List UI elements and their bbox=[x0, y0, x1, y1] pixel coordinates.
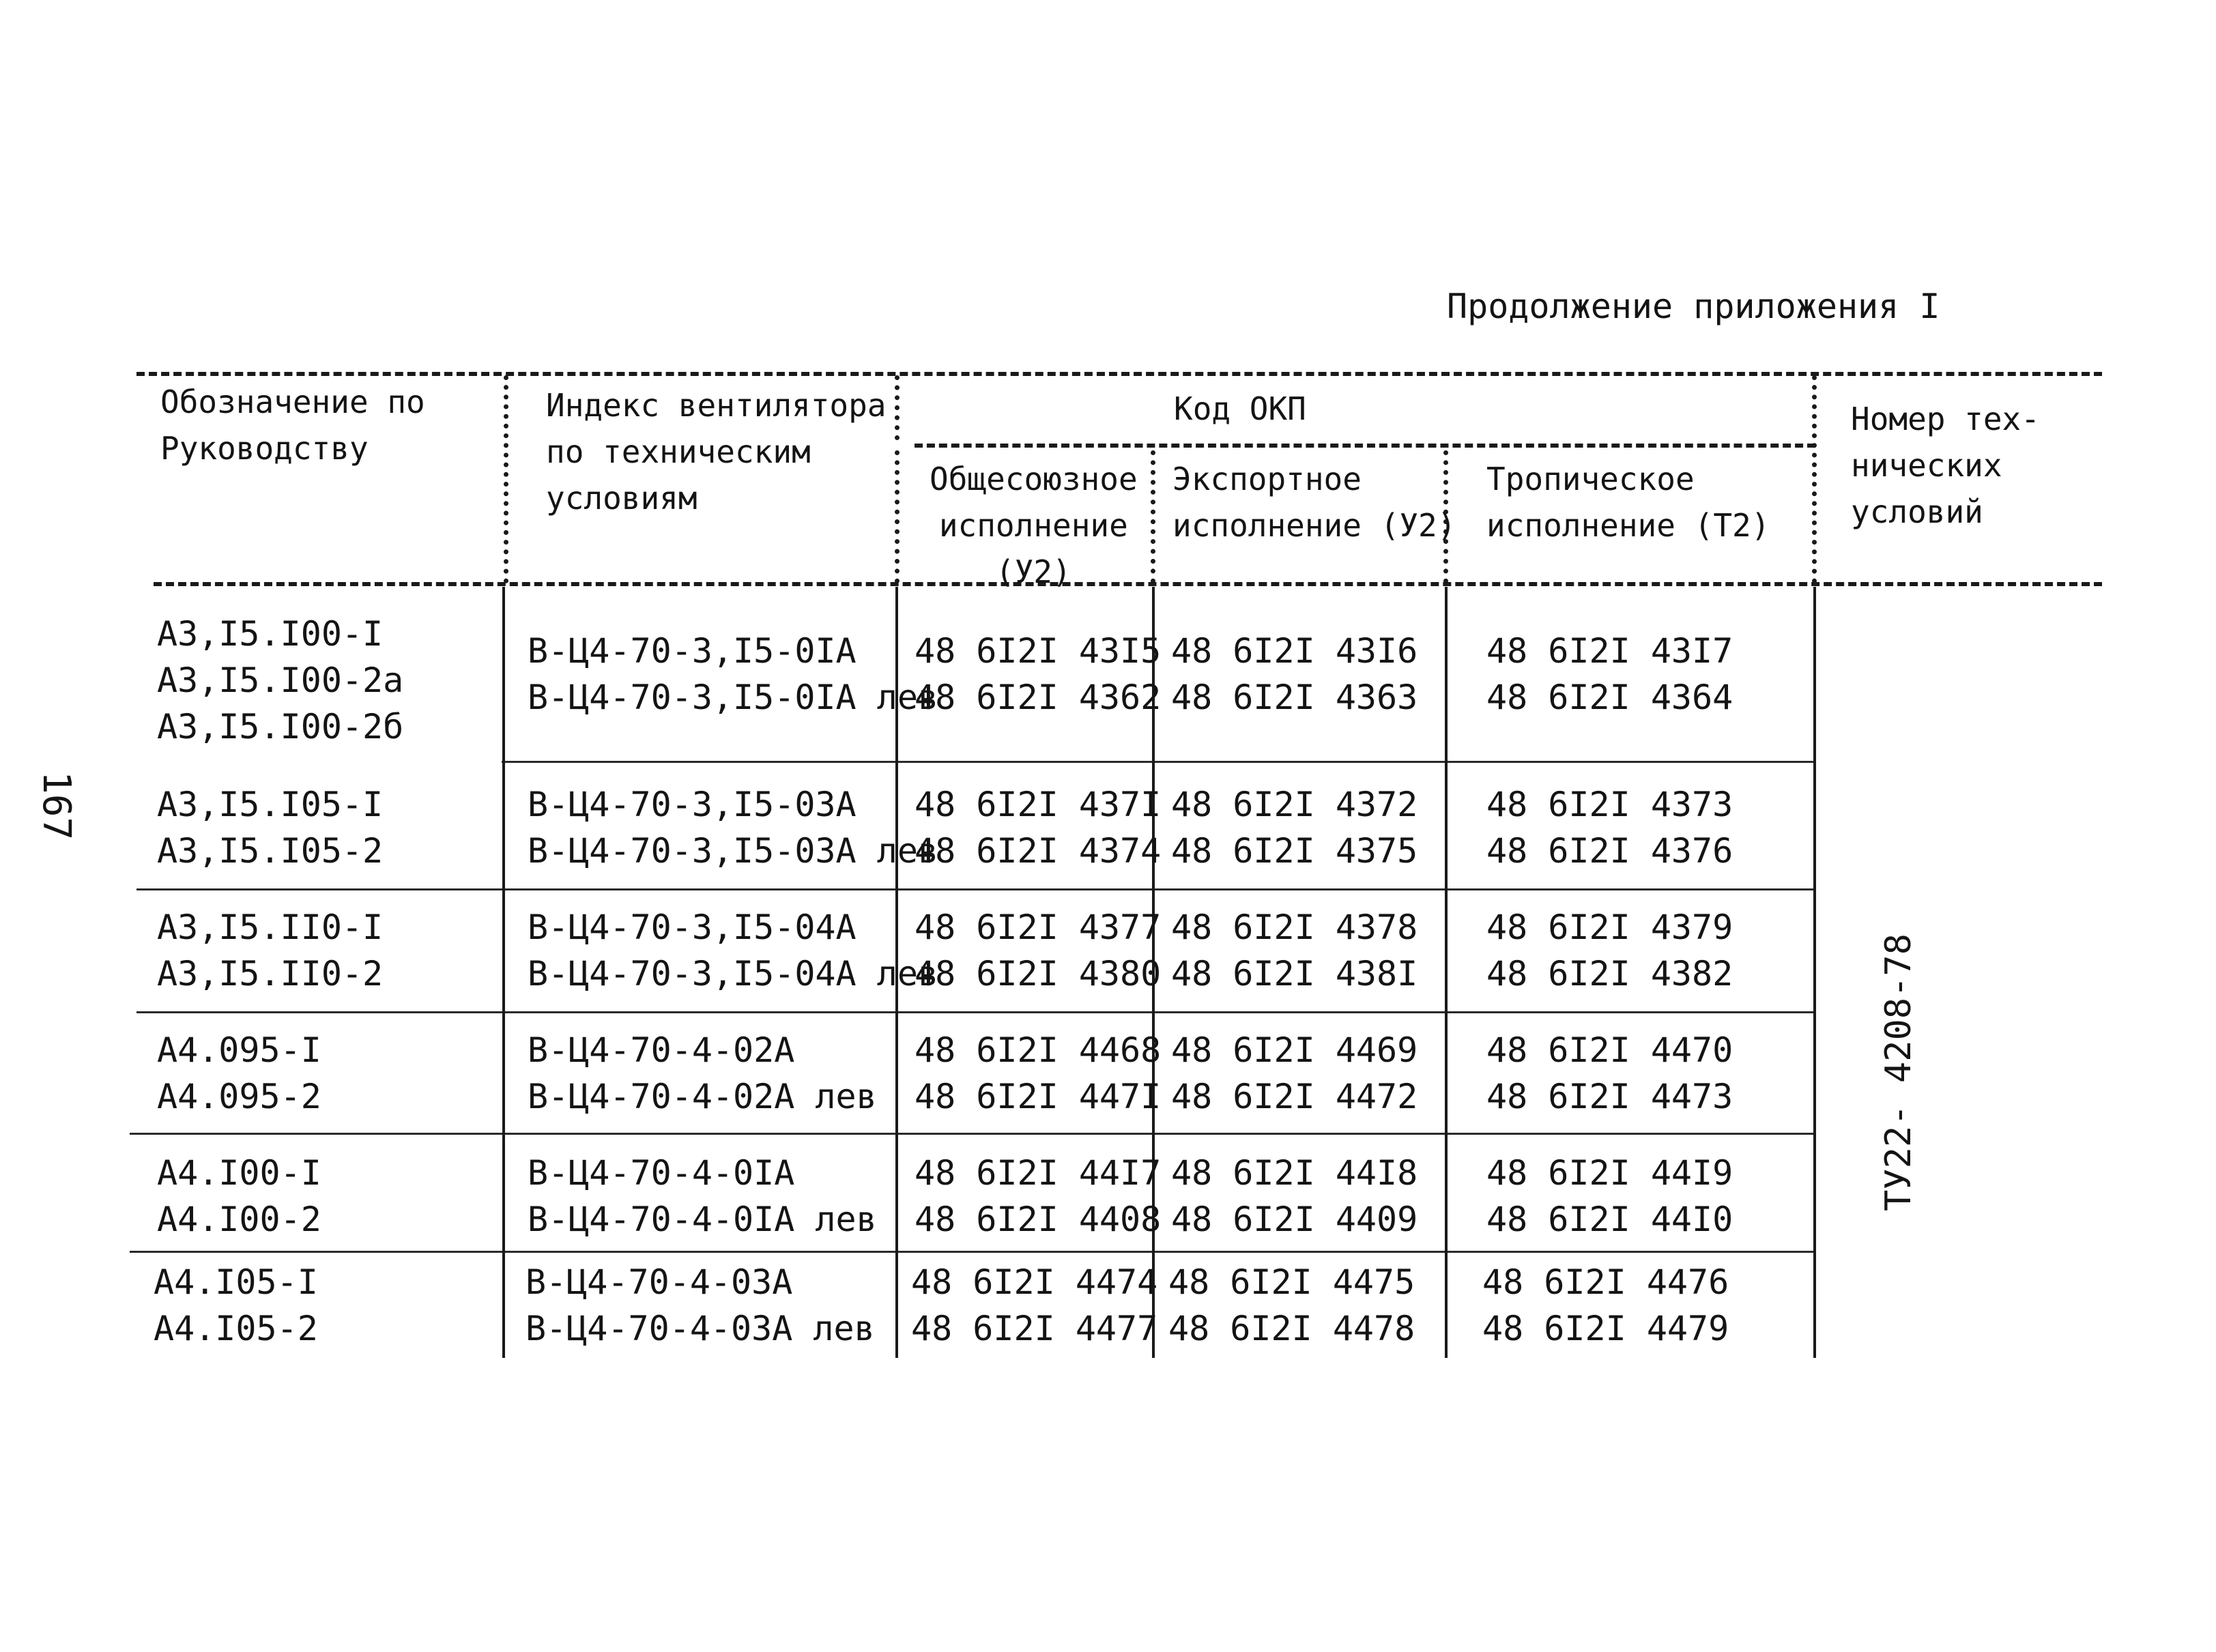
okp-export-cell: 48 6I2I 4378 48 6I2I 438I bbox=[1171, 908, 1418, 994]
designation-cell: А3,I5.I00-I А3,I5.I00-2а А3,I5.I00-2б bbox=[157, 614, 404, 747]
designation-cell: А3,I5.II0-I А3,I5.II0-2 bbox=[157, 908, 384, 994]
tech-conditions-value: ТУ22- 4208-78 bbox=[1878, 933, 1919, 1211]
header-designation: Обозначение по Руководству bbox=[160, 383, 425, 467]
header-tech-number: Номер тех- нических условий bbox=[1851, 401, 2040, 530]
okp-export-cell: 48 6I2I 43I6 48 6I2I 4363 bbox=[1171, 631, 1418, 717]
fan-index-cell: В-Ц4-70-3,I5-03А В-Ц4-70-3,I5-03А лев bbox=[528, 785, 939, 871]
designation-cell: А4.I05-I А4.I05-2 bbox=[154, 1262, 318, 1348]
group-separator bbox=[130, 1251, 1815, 1253]
okp-general-cell: 48 6I2I 4377 48 6I2I 4380 bbox=[915, 908, 1162, 994]
header-general-union: Общесоюзное исполнение (У2) bbox=[930, 461, 1138, 590]
column-divider bbox=[502, 587, 505, 1358]
page-number: 167 bbox=[34, 771, 78, 841]
header-divider bbox=[1812, 375, 1817, 583]
header-fan-index: Индекс вентилятора по техническим условиям bbox=[546, 387, 887, 517]
column-divider bbox=[1813, 587, 1816, 1358]
fan-index-cell: В-Ц4-70-4-0IА В-Ц4-70-4-0IА лев bbox=[528, 1153, 877, 1239]
header-tropical: Тропическое исполнение (Т2) bbox=[1486, 461, 1770, 544]
okp-general-cell: 48 6I2I 4474 48 6I2I 4477 bbox=[911, 1262, 1158, 1348]
okp-tropical-cell: 48 6I2I 4379 48 6I2I 4382 bbox=[1486, 908, 1733, 994]
designation-cell: А4.095-I А4.095-2 bbox=[157, 1030, 321, 1116]
header-divider bbox=[1151, 450, 1155, 583]
header-divider bbox=[895, 450, 900, 583]
column-divider bbox=[1445, 587, 1448, 1358]
fan-index-cell: В-Ц4-70-4-03А В-Ц4-70-4-03А лев bbox=[526, 1262, 875, 1348]
okp-general-cell: 48 6I2I 43I5 48 6I2I 4362 bbox=[915, 631, 1162, 717]
okp-export-cell: 48 6I2I 44I8 48 6I2I 4409 bbox=[1171, 1153, 1418, 1239]
okp-export-cell: 48 6I2I 4372 48 6I2I 4375 bbox=[1171, 785, 1418, 871]
fan-index-cell: В-Ц4-70-3,I5-04А В-Ц4-70-3,I5-04А лев bbox=[528, 908, 939, 994]
okp-tropical-cell: 48 6I2I 4373 48 6I2I 4376 bbox=[1486, 785, 1733, 871]
okp-export-cell: 48 6I2I 4475 48 6I2I 4478 bbox=[1168, 1262, 1415, 1348]
header-divider bbox=[504, 375, 508, 583]
okp-general-cell: 48 6I2I 437I 48 6I2I 4374 bbox=[915, 785, 1162, 871]
designation-cell: А4.I00-I А4.I00-2 bbox=[157, 1153, 321, 1239]
okp-tropical-cell: 48 6I2I 43I7 48 6I2I 4364 bbox=[1486, 631, 1733, 717]
okp-tropical-cell: 48 6I2I 4470 48 6I2I 4473 bbox=[1486, 1030, 1733, 1116]
group-separator bbox=[136, 888, 1815, 890]
group-separator bbox=[130, 1133, 1815, 1135]
okp-tropical-cell: 48 6I2I 44I9 48 6I2I 44I0 bbox=[1486, 1153, 1733, 1239]
okp-tropical-cell: 48 6I2I 4476 48 6I2I 4479 bbox=[1482, 1262, 1729, 1348]
header-divider bbox=[895, 375, 900, 440]
fan-index-cell: В-Ц4-70-3,I5-0IА В-Ц4-70-3,I5-0IА лев bbox=[528, 631, 939, 717]
okp-general-cell: 48 6I2I 4468 48 6I2I 447I bbox=[915, 1030, 1162, 1116]
okp-export-cell: 48 6I2I 4469 48 6I2I 4472 bbox=[1171, 1030, 1418, 1116]
continuation-title: Продолжение приложения I bbox=[1447, 287, 1940, 326]
header-export: Экспортное исполнение (У2) bbox=[1172, 461, 1456, 544]
table-top-rule bbox=[136, 372, 2102, 376]
okp-general-cell: 48 6I2I 44I7 48 6I2I 4408 bbox=[915, 1153, 1162, 1239]
okp-subheader-rule bbox=[915, 444, 1815, 448]
group-separator bbox=[136, 1011, 1815, 1013]
header-okp-code: Код ОКП bbox=[1174, 390, 1306, 427]
fan-index-cell: В-Ц4-70-4-02А В-Ц4-70-4-02А лев bbox=[528, 1030, 877, 1116]
designation-cell: А3,I5.I05-I А3,I5.I05-2 bbox=[157, 785, 384, 871]
group-separator bbox=[502, 761, 1815, 763]
